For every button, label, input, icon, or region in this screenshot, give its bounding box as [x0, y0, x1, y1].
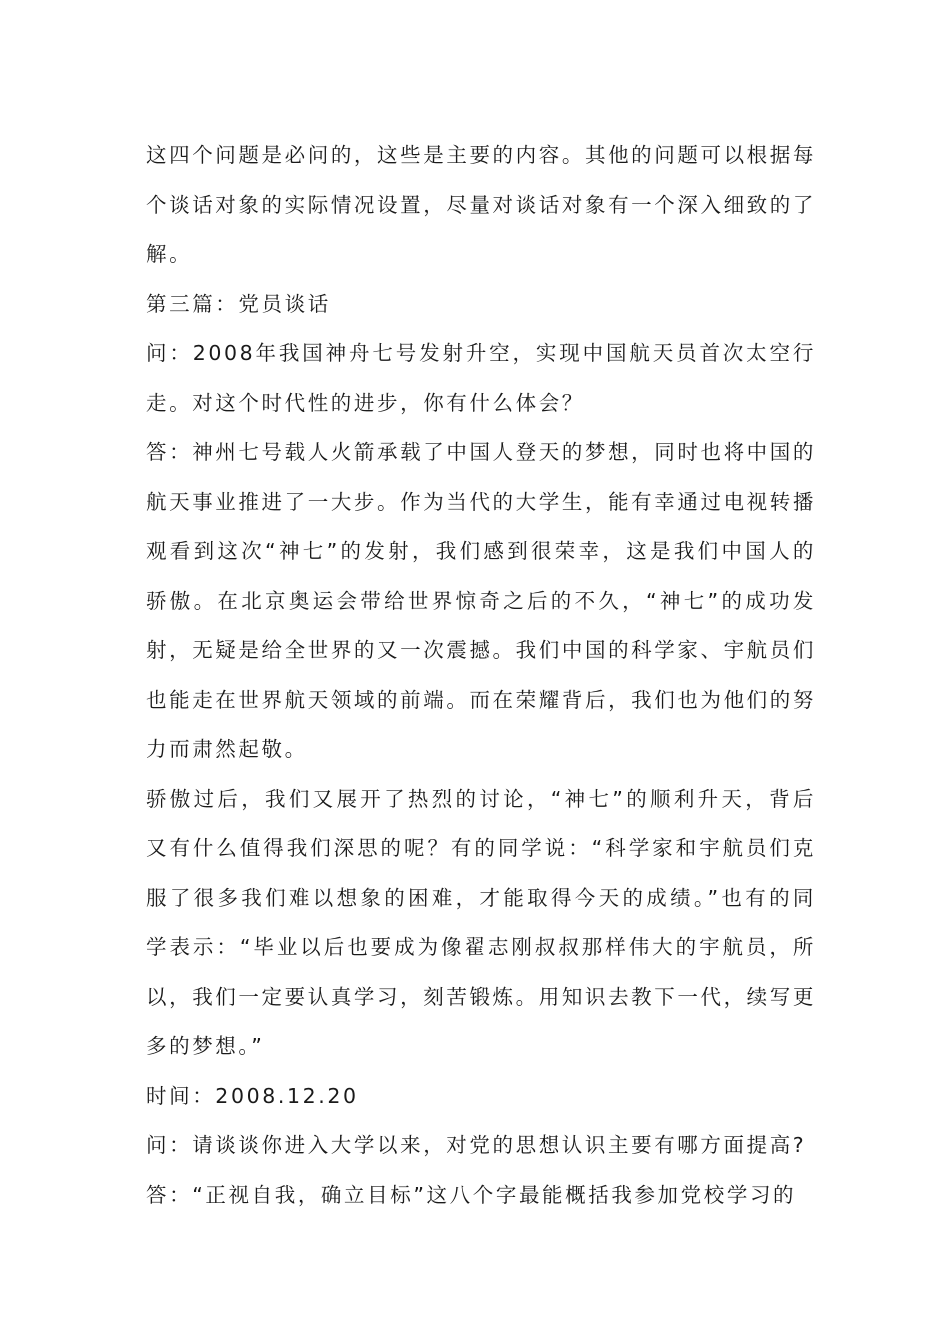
answer-shenzhou: 答：神州七号载人火箭承载了中国人登天的梦想，同时也将中国的航天事业推进了一大步。作为当代的大学生，能有幸通过电视转播观看到这次“神七”的发射，我们感到很荣幸，这是我们中国人的骄傲。在北京奥运会带给世界惊奇之后的不久，“神七”的成功发射，无疑是给全世界的又一次震撼。我们中国的科学家、宇航员们也能走在世界航天领域的前端。而在荣耀背后，我们也为他们的努力而肃然起敬。 — [146, 440, 816, 761]
discussion-paragraph: 骄傲过后，我们又展开了热烈的讨论，“神七”的顺利升天，背后又有什么值得我们深思的呢？有的同学说：“科学家和宇航员们克服了很多我们难以想象的困难，才能取得今天的成绩。”也有的同学表示：“毕业以后也要成为像翟志刚叔叔那样伟大的宇航员，所以，我们一定要认真学习，刻苦锻炼。用知识去教下一代，续写更多的梦想。” — [146, 786, 816, 1058]
question-party-understanding: 问：请谈谈你进入大学以来，对党的思想认识主要有哪方面提高? — [146, 1133, 807, 1157]
section-heading: 第三篇：党员谈话 — [146, 291, 331, 316]
date-line: 时间：2008.12.20 — [146, 1083, 359, 1108]
question-shenzhou: 问：2008年我国神舟七号发射升空，实现中国航天员首次太空行走。对这个时代性的进步，你有什么体会？ — [146, 341, 816, 415]
intro-paragraph: 这四个问题是必问的，这些是主要的内容。其他的问题可以根据每个谈话对象的实际情况设置，尽量对谈话对象有一个深入细致的了解。 — [146, 143, 816, 266]
answer-party-understanding: 答：“正视自我，确立目标”这八个字最能概括我参加党校学习的 — [146, 1182, 797, 1207]
document-body — [146, 131, 816, 1220]
